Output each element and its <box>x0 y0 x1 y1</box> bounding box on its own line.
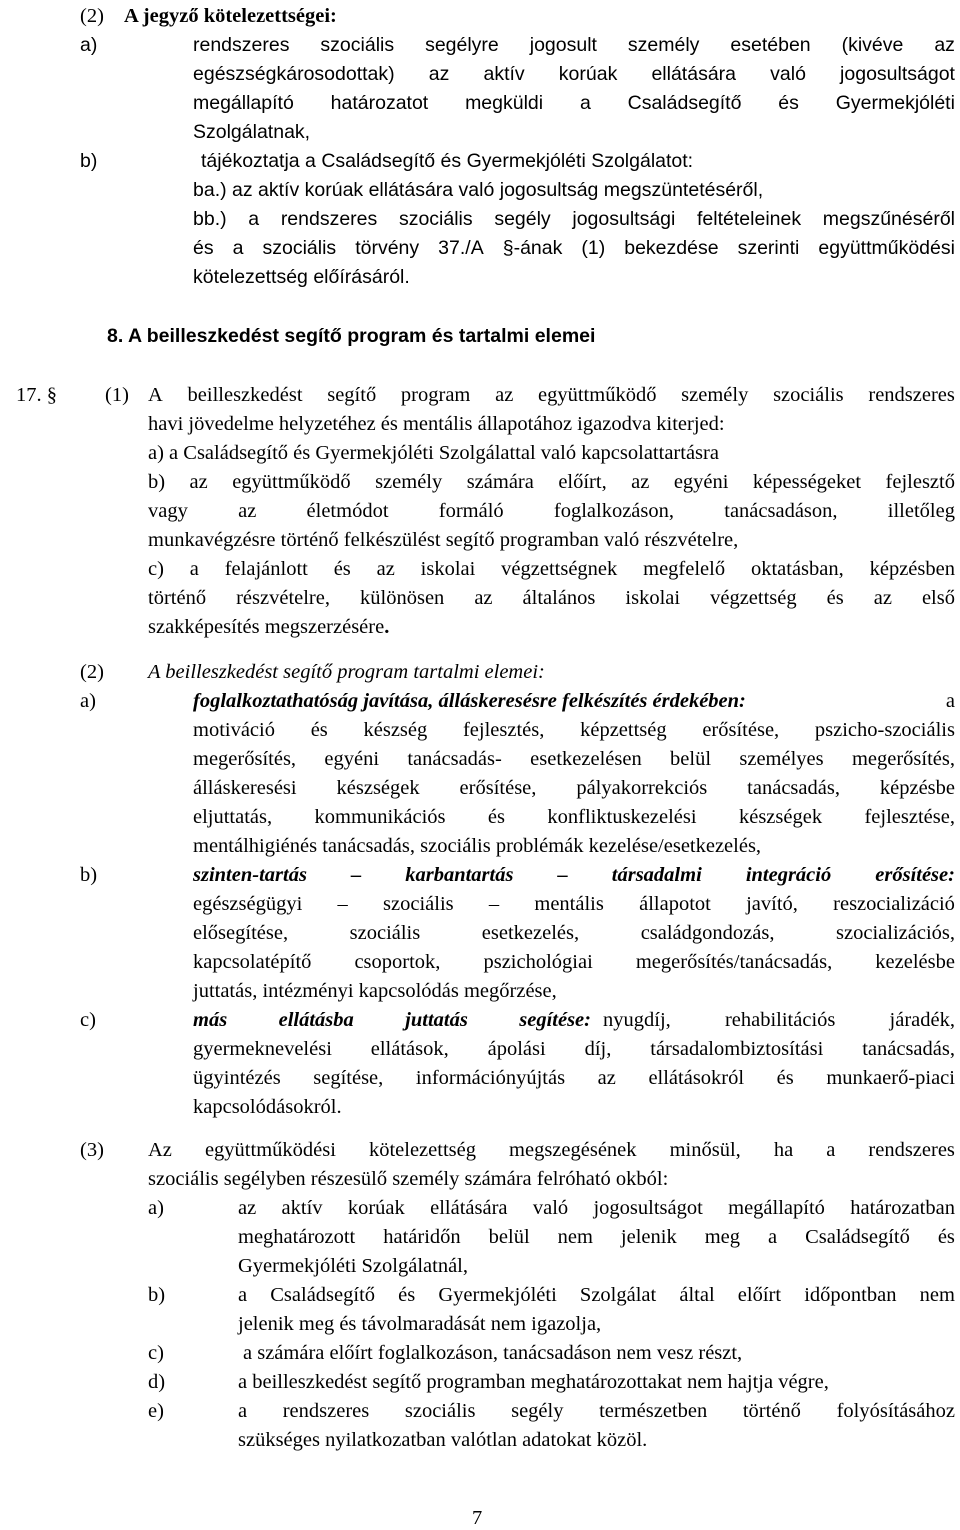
word: tanácsadáson, <box>724 500 838 522</box>
word: készségek <box>738 806 823 828</box>
text-line: Szolgálatnak, <box>193 121 311 143</box>
word: Családsegítő <box>805 1226 910 1248</box>
word: rendszeres <box>282 1400 370 1422</box>
word: javító, <box>746 893 798 915</box>
word: végzettség <box>710 587 797 609</box>
word: vagy <box>148 500 188 522</box>
word: történő <box>148 587 207 609</box>
text-line <box>193 207 955 231</box>
word: tanácsadás, <box>862 1038 955 1060</box>
word: motiváció <box>193 719 275 741</box>
text-line <box>238 1283 955 1307</box>
word: az <box>934 34 955 56</box>
word: személy <box>681 384 749 406</box>
text-line: juttatás, intézményi kapcsolódás megőrzése, <box>193 980 557 1002</box>
word: c) <box>148 558 164 580</box>
text-line: havi jövedelme helyzetéhez és mentális állapotához igazodva kiterjed: <box>148 413 725 435</box>
word: az <box>376 558 395 580</box>
item-label: b) <box>80 150 98 172</box>
word: illetőleg <box>887 500 955 522</box>
word: megerősítés, <box>193 748 297 770</box>
word: felajánlott <box>224 558 308 580</box>
word: képességeket <box>752 471 862 493</box>
text-span: szakképesítés megszerzésére <box>148 616 385 638</box>
word: jogosult <box>529 34 597 56</box>
word: személy <box>375 471 443 493</box>
word: konfliktuskezelési <box>547 806 697 828</box>
word: természetben <box>599 1400 708 1422</box>
subheading: A beilleszkedést segítő program tartalmi elemei: <box>148 661 545 683</box>
word: ellátásba <box>278 1009 354 1031</box>
word: foglalkozáson, <box>553 500 675 522</box>
word: az <box>428 63 450 85</box>
word: erősítése, <box>459 777 537 799</box>
word: (kivéve <box>841 34 904 56</box>
text-line <box>193 718 955 742</box>
text-line <box>193 921 955 945</box>
word: a <box>238 1284 248 1306</box>
word: szociális <box>320 34 395 56</box>
word: A <box>148 384 163 406</box>
word: által <box>679 1284 715 1306</box>
word: megerősítés, <box>851 748 955 770</box>
word: az <box>597 1067 616 1089</box>
item-label: (2) <box>80 661 104 683</box>
word: segély <box>494 208 551 230</box>
word: Gyermekjóléti <box>835 92 955 114</box>
word: aktív <box>483 63 525 85</box>
word: egészségkárosodottak) <box>193 63 395 85</box>
word: aktív <box>281 1197 323 1219</box>
word: ellátására <box>651 63 737 85</box>
word: pályakorrekciós <box>576 777 708 799</box>
word: belül <box>670 748 712 770</box>
word: nem <box>919 1284 955 1306</box>
text-line <box>148 557 955 581</box>
text-line <box>148 499 955 523</box>
word: pszichológiai <box>483 951 593 973</box>
word: nem <box>557 1226 593 1248</box>
item-label: e) <box>148 1400 164 1422</box>
text-line <box>193 1037 955 1061</box>
text-line <box>238 1225 955 1249</box>
word: az <box>873 587 892 609</box>
text-line: kötelezettség előírásáról. <box>193 266 410 288</box>
word: gyermeknevelési <box>193 1038 332 1060</box>
word: jogosultsági <box>572 208 676 230</box>
text-line <box>238 1399 955 1423</box>
word: a <box>767 1226 778 1248</box>
word: (1) <box>581 237 606 259</box>
word: megfelelő <box>643 558 726 580</box>
word: képzettség <box>580 719 667 741</box>
word: jogosultságot <box>840 63 955 85</box>
word: elősegítése, <box>193 922 289 944</box>
word: egyéni <box>324 748 380 770</box>
word: pszicho-szociális <box>814 719 955 741</box>
text-line <box>148 1138 955 1162</box>
word: b) <box>148 471 166 493</box>
word: társadalmi <box>611 864 702 886</box>
word: szociális <box>349 922 421 944</box>
text-line <box>148 586 955 610</box>
word: szinten-tartás <box>193 864 307 886</box>
text-line <box>193 1066 955 1090</box>
word: beilleszkedést <box>187 384 303 406</box>
word: és <box>778 92 799 114</box>
heading-number: (2) <box>80 5 104 27</box>
word: megerősítés/tanácsadás, <box>635 951 833 973</box>
word: a <box>579 92 591 114</box>
word: rendszeres <box>280 208 378 230</box>
word: való <box>532 1197 569 1219</box>
word: kötelezettség <box>368 1139 476 1161</box>
word: az <box>631 471 650 493</box>
word: ellátására <box>430 1197 508 1219</box>
word: és <box>193 237 214 259</box>
word: erősítése, <box>702 719 780 741</box>
item-label: a) <box>148 1197 164 1219</box>
word: tanácsadás, <box>747 777 840 799</box>
word: együttműködési <box>818 237 955 259</box>
word: segítése, <box>313 1067 384 1089</box>
text-line: szociális segélyben részesülő személy számára felróható okból: <box>148 1168 669 1190</box>
word: információnyújtás <box>415 1067 566 1089</box>
word: és <box>487 806 505 828</box>
text-line <box>193 892 955 916</box>
word: – <box>350 864 362 886</box>
word: bb.) <box>193 208 227 230</box>
word: ügyintézés <box>193 1067 281 1089</box>
text-line <box>148 470 955 494</box>
word: fejlesztés, <box>462 719 545 741</box>
word: előírt, <box>558 471 607 493</box>
word: egyéni <box>673 471 729 493</box>
word: általános <box>522 587 596 609</box>
word: a <box>189 558 199 580</box>
word: – <box>488 893 500 915</box>
item-label: b) <box>148 1284 166 1306</box>
word: az <box>189 471 208 493</box>
word: végzettségnek <box>501 558 618 580</box>
text-span <box>603 1008 955 1032</box>
word: jelenik <box>620 1226 677 1248</box>
word: első <box>921 587 955 609</box>
word: képzésbe <box>879 777 955 799</box>
word: reszocializáció <box>833 893 955 915</box>
item-label: a) <box>80 34 98 56</box>
word: és <box>776 1067 794 1089</box>
word: segély <box>511 1400 564 1422</box>
word: szociális <box>398 208 473 230</box>
text-line: a beilleszkedést segítő programban meghatározottakat nem hajtja végre, <box>238 1371 829 1393</box>
heading-title: A jegyző kötelezettségei: <box>124 5 337 27</box>
word: készségek <box>336 777 420 799</box>
word: a <box>248 208 260 230</box>
text-line: tájékoztatja a Családsegítő és Gyermekjóléti Szolgálatot: <box>201 150 694 172</box>
word: egészségügyi <box>193 893 303 915</box>
word: oktatásban, <box>750 558 844 580</box>
emphasis: foglalkoztathatóság javítása, álláskeresésre felkészítés érdekében: <box>193 690 746 712</box>
word: családgondozás, <box>640 922 775 944</box>
word: az <box>474 587 493 609</box>
word: segélyre <box>425 34 499 56</box>
word: ápolási <box>487 1038 546 1060</box>
word: folyósításához <box>836 1400 955 1422</box>
text-line: a számára előírt foglalkozáson, tanácsadáson nem vesz részt, <box>243 1342 743 1364</box>
word: – <box>557 864 568 886</box>
word: szociális <box>383 893 454 915</box>
word: ha <box>773 1139 794 1161</box>
text-line: jelenik meg és távolmaradását nem igazolja, <box>238 1313 602 1335</box>
text-line: ba.) az aktív korúak ellátására való jogosultság megszüntetéséről, <box>193 179 764 201</box>
word: erősítése: <box>875 864 955 886</box>
word: szociális <box>773 384 844 406</box>
word: határozatot <box>330 92 429 114</box>
word: iskolai <box>420 558 476 580</box>
word: szerinti <box>737 237 800 259</box>
page-number: 7 <box>472 1507 483 1529</box>
word: időpontban <box>804 1284 897 1306</box>
word: meghatározott <box>238 1226 356 1248</box>
item-label: c) <box>80 1009 96 1031</box>
word: rendszeres <box>868 1139 955 1161</box>
word: segítése: <box>519 1009 591 1031</box>
word: jogosultságot <box>593 1197 703 1219</box>
text-line <box>193 62 955 86</box>
period: . <box>384 616 390 638</box>
word: álláskeresési <box>193 777 297 799</box>
word: törvény <box>355 237 420 259</box>
word: személyes <box>739 748 824 770</box>
word: juttatás <box>405 1009 468 1031</box>
word: §-ának <box>502 237 563 259</box>
word: kezelésbe <box>875 951 955 973</box>
word: iskolai <box>625 587 681 609</box>
text-line <box>193 747 955 771</box>
word: és <box>937 1226 955 1248</box>
text-line <box>193 236 955 260</box>
word: együttműködő <box>538 384 657 406</box>
word: 37./A <box>438 237 484 259</box>
word: segítő <box>327 384 377 406</box>
text-line: kapcsolódásokról. <box>193 1096 342 1118</box>
word: ellátásokról <box>648 1067 745 1089</box>
word: megküldi <box>465 92 544 114</box>
word: szociális <box>262 237 337 259</box>
text-line: munkavégzésre történő felkészülést segítő programban való részvételre, <box>148 529 739 551</box>
word: ellátások, <box>370 1038 449 1060</box>
word: az <box>238 500 257 522</box>
word: korúak <box>347 1197 405 1219</box>
text-line <box>193 776 955 800</box>
word: történő <box>742 1400 801 1422</box>
word: számára <box>466 471 534 493</box>
word: az <box>238 1197 257 1219</box>
emphasis <box>193 1008 591 1032</box>
word: szocializációs, <box>836 922 955 944</box>
word: program <box>400 384 471 406</box>
word: munkaerő-piaci <box>826 1067 955 1089</box>
item-label: b) <box>80 864 98 886</box>
word: a <box>232 237 244 259</box>
word: Az <box>148 1139 172 1161</box>
emphasis <box>193 863 955 887</box>
word: eljuttatás, <box>193 806 273 828</box>
word: díj, <box>584 1038 612 1060</box>
word: belül <box>488 1226 530 1248</box>
word: társadalombiztosítási <box>650 1038 824 1060</box>
word: határidőn <box>383 1226 461 1248</box>
item-label: (3) <box>80 1139 104 1161</box>
paragraph-number: 17. § <box>16 384 57 406</box>
word: – <box>337 893 348 915</box>
word: a <box>238 1400 248 1422</box>
word: szociális <box>404 1400 476 1422</box>
word: járadék, <box>889 1009 955 1031</box>
word: fejlesztő <box>885 471 955 493</box>
word: megállapító <box>728 1197 825 1219</box>
word: a <box>826 1139 836 1161</box>
word: életmódot <box>306 500 389 522</box>
word: kapcsolatépítő <box>193 951 312 973</box>
word: és <box>310 719 328 741</box>
word: együttműködő <box>232 471 351 493</box>
word: korúak <box>558 63 618 85</box>
word: esetkezelésen <box>530 748 642 770</box>
word: esetkezelés, <box>481 922 580 944</box>
word: részvételre, <box>236 587 330 609</box>
word: mentális <box>534 893 604 915</box>
section-title: 8. A beilleszkedést segítő program és tartalmi elemei <box>107 325 596 347</box>
word: integráció <box>745 864 832 886</box>
text-line <box>193 950 955 974</box>
word: rendszeres <box>868 384 955 406</box>
text-line: mentálhigiénés tanácsadás, szociális problémák kezelése/esetkezelés, <box>193 835 762 857</box>
text-line <box>148 615 389 639</box>
word: Gyermekjóléti <box>438 1284 557 1306</box>
word: formáló <box>438 500 504 522</box>
word: Családsegítő <box>627 92 742 114</box>
word: készség <box>363 719 428 741</box>
word: személy <box>627 34 700 56</box>
word: tanácsadás- <box>407 748 502 770</box>
word: esetében <box>730 34 811 56</box>
word: képzésben <box>869 558 955 580</box>
word: megszegésének <box>509 1139 637 1161</box>
word: Családsegítő <box>270 1284 376 1306</box>
word: nyugdíj, <box>603 1009 671 1031</box>
text-line <box>193 1008 955 1032</box>
text-line <box>193 33 955 57</box>
word: minősül, <box>669 1139 741 1161</box>
word: csoportok, <box>354 951 441 973</box>
word: határozatban <box>850 1197 955 1219</box>
text-line: szükséges nyilatkozatban valótlan adatokat közöl. <box>238 1429 648 1451</box>
word: fejlesztése, <box>864 806 955 828</box>
text-line <box>193 91 955 115</box>
text-line <box>148 383 955 407</box>
item-label: c) <box>148 1342 164 1364</box>
word: és <box>826 587 844 609</box>
text-span: a <box>945 690 955 712</box>
word: rendszeres <box>193 34 290 56</box>
word: együttműködési <box>204 1139 336 1161</box>
word: rehabilitációs <box>724 1009 836 1031</box>
word: karbantartás <box>405 864 514 886</box>
word: más <box>193 1009 228 1031</box>
item-label: d) <box>148 1371 166 1393</box>
word: különösen <box>360 587 445 609</box>
item-label: (1) <box>105 384 129 406</box>
word: előírt <box>737 1284 782 1306</box>
text-line <box>193 805 955 829</box>
word: kommunikációs <box>314 806 446 828</box>
word: Szolgálat <box>579 1284 657 1306</box>
word: állapotot <box>639 893 711 915</box>
word: és <box>398 1284 416 1306</box>
word: megszűnéséről <box>822 208 955 230</box>
word: bekezdése <box>624 237 719 259</box>
word: megállapító <box>193 92 294 114</box>
text-line <box>238 1196 955 1220</box>
text-line: a) a Családsegítő és Gyermekjóléti Szolgálattal való kapcsolattartásra <box>148 442 719 464</box>
word: az <box>495 384 514 406</box>
text-line <box>193 689 955 713</box>
text-line: Gyermekjóléti Szolgálatnál, <box>238 1255 468 1277</box>
word: feltételeinek <box>697 208 802 230</box>
word: és <box>333 558 351 580</box>
word: meg <box>704 1226 740 1248</box>
word: való <box>770 63 806 85</box>
item-label: a) <box>80 690 96 712</box>
